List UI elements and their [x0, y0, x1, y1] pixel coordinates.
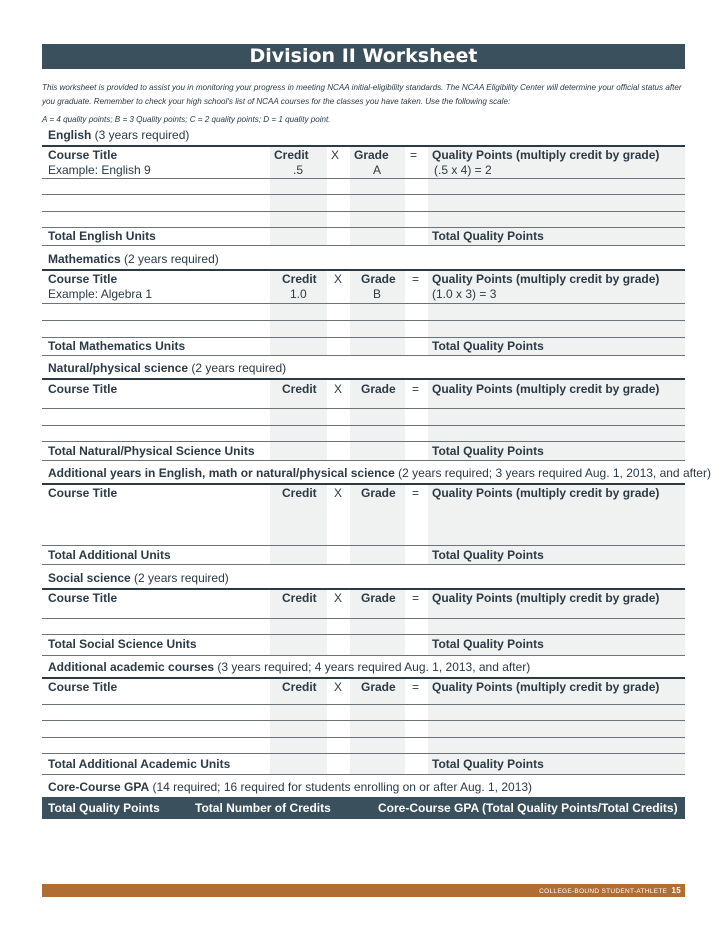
times-header: X [334, 680, 343, 694]
course-title-header: Course Title [48, 382, 118, 396]
entry-row-line[interactable] [42, 425, 685, 426]
gpa-total-credits: Total Number of Credits [195, 801, 331, 815]
grade-header: Grade [361, 272, 396, 286]
section-rule [42, 588, 685, 590]
total-units-label: Total Mathematics Units [48, 339, 186, 353]
section-rule [42, 564, 685, 565]
page-title: Division II Worksheet [42, 44, 685, 69]
total-units-label: Total Additional Academic Units [48, 757, 231, 771]
entry-row-line[interactable] [42, 303, 685, 304]
total-units-label: Total Social Science Units [48, 637, 197, 651]
times-header: X [334, 272, 343, 286]
total-quality-points-label: Total Quality Points [432, 229, 544, 243]
intro-text: This worksheet is provided to assist you in monitoring your progress in meeting NCAA initial-eligibility standards. The NCAA Eligibility Center will determine your official status after you graduate. Remember to check your high school's list of NCAA courses for the classes you have taken. Use the following scale: [42, 83, 682, 106]
quality-points-header: Quality Points (multiply credit by grade) [432, 272, 660, 286]
equals-header: = [412, 382, 420, 396]
example-grade: B [373, 287, 382, 301]
times-header: X [334, 591, 343, 605]
total-units-label: Total Additional Units [48, 548, 171, 562]
entry-row-line[interactable] [42, 194, 685, 195]
total-quality-points-label: Total Quality Points [432, 637, 544, 651]
total-quality-points-label: Total Quality Points [432, 339, 544, 353]
page-number: 15 [671, 886, 681, 895]
credit-header: Credit [274, 148, 309, 162]
quality-points-header: Quality Points (multiply credit by grade) [432, 591, 660, 605]
grade-header: Grade [361, 382, 396, 396]
quality-points-header: Quality Points (multiply credit by grade) [432, 148, 660, 162]
quality-points-header: Quality Points (multiply credit by grade) [432, 486, 660, 500]
section-rule [42, 677, 685, 679]
times-header: X [331, 148, 340, 162]
additional-section-title: Additional years in English, math or natural/physical science (2 years required; 3 years required Aug. 1, 2013, and after) [48, 466, 711, 480]
example-quality-points: (1.0 x 3) = 3 [432, 287, 497, 301]
quality-points-header: Quality Points (multiply credit by grade) [432, 680, 660, 694]
science-section-title: Natural/physical science (2 years required) [48, 361, 287, 375]
example-grade: A [373, 163, 382, 177]
math-section-title: Mathematics (2 years required) [48, 252, 219, 266]
gpa-bar [42, 797, 685, 819]
course-title-header: Course Title [48, 591, 118, 605]
equals-header: = [410, 148, 418, 162]
english-section-title: English (3 years required) [48, 128, 190, 142]
section-rule [42, 483, 685, 485]
example-credit: 1.0 [290, 287, 307, 301]
entry-row-line[interactable] [42, 320, 685, 321]
example-course: Example: English 9 [48, 163, 151, 177]
example-credit: .5 [293, 163, 304, 177]
quality-points-header: Quality Points (multiply credit by grade) [432, 382, 660, 396]
section-rule [42, 145, 685, 147]
section-rule [42, 460, 685, 461]
total-quality-points-label: Total Quality Points [432, 444, 544, 458]
gpa-section-title: Core-Course GPA (14 required; 16 required for students enrolling on or after Aug. 1, 2013) [48, 780, 533, 794]
gpa-core-course-gpa: Core-Course GPA (Total Quality Points/Total Credits) [378, 801, 678, 815]
academic-section-title: Additional academic courses (3 years required; 4 years required Aug. 1, 2013, and after) [48, 660, 531, 674]
entry-row-line[interactable] [42, 227, 685, 228]
grade-header: Grade [361, 680, 396, 694]
credit-header: Credit [282, 591, 317, 605]
entry-row-line[interactable] [42, 720, 685, 721]
equals-header: = [412, 486, 420, 500]
course-title-header: Course Title [48, 272, 118, 286]
entry-row-line[interactable] [42, 408, 685, 409]
course-title-header: Course Title [48, 148, 118, 162]
gpa-total-quality-points: Total Quality Points [48, 801, 160, 815]
entry-row-line[interactable] [42, 178, 685, 179]
equals-header: = [412, 272, 420, 286]
example-quality-points: (.5 x 4) = 2 [434, 163, 492, 177]
equals-header: = [412, 680, 420, 694]
total-units-label: Total Natural/Physical Science Units [48, 444, 255, 458]
example-course: Example: Algebra 1 [48, 287, 153, 301]
section-rule [42, 378, 685, 380]
section-rule [42, 655, 685, 656]
entry-row-line[interactable] [42, 737, 685, 738]
credit-header: Credit [282, 486, 317, 500]
times-header: X [334, 382, 343, 396]
credit-header: Credit [282, 272, 317, 286]
credit-header: Credit [282, 382, 317, 396]
footer-bar [42, 884, 685, 897]
entry-row-line[interactable] [42, 441, 685, 442]
entry-row-line[interactable] [42, 337, 685, 338]
section-rule [42, 245, 685, 246]
section-rule [42, 774, 685, 775]
grade-header: Grade [354, 148, 389, 162]
grade-header: Grade [361, 486, 396, 500]
footer-text: COLLEGE-BOUND STUDENT-ATHLETE 15 [539, 886, 681, 895]
times-header: X [334, 486, 343, 500]
entry-row-line[interactable] [42, 545, 685, 546]
total-units-label: Total English Units [48, 229, 156, 243]
section-rule [42, 355, 685, 356]
course-title-header: Course Title [48, 680, 118, 694]
entry-row-line[interactable] [42, 753, 685, 754]
entry-row-line[interactable] [42, 634, 685, 635]
equals-header: = [412, 591, 420, 605]
credit-header: Credit [282, 680, 317, 694]
total-quality-points-label: Total Quality Points [432, 757, 544, 771]
entry-row-line[interactable] [42, 211, 685, 212]
entry-row-line[interactable] [42, 704, 685, 705]
social-section-title: Social science (2 years required) [48, 571, 229, 585]
section-rule [42, 269, 685, 271]
grade-header: Grade [361, 591, 396, 605]
grade-scale: A = 4 quality points; B = 3 Quality points; C = 2 quality points; D = 1 quality point. [42, 115, 331, 124]
entry-row-line[interactable] [42, 618, 685, 619]
course-title-header: Course Title [48, 486, 118, 500]
total-quality-points-label: Total Quality Points [432, 548, 544, 562]
